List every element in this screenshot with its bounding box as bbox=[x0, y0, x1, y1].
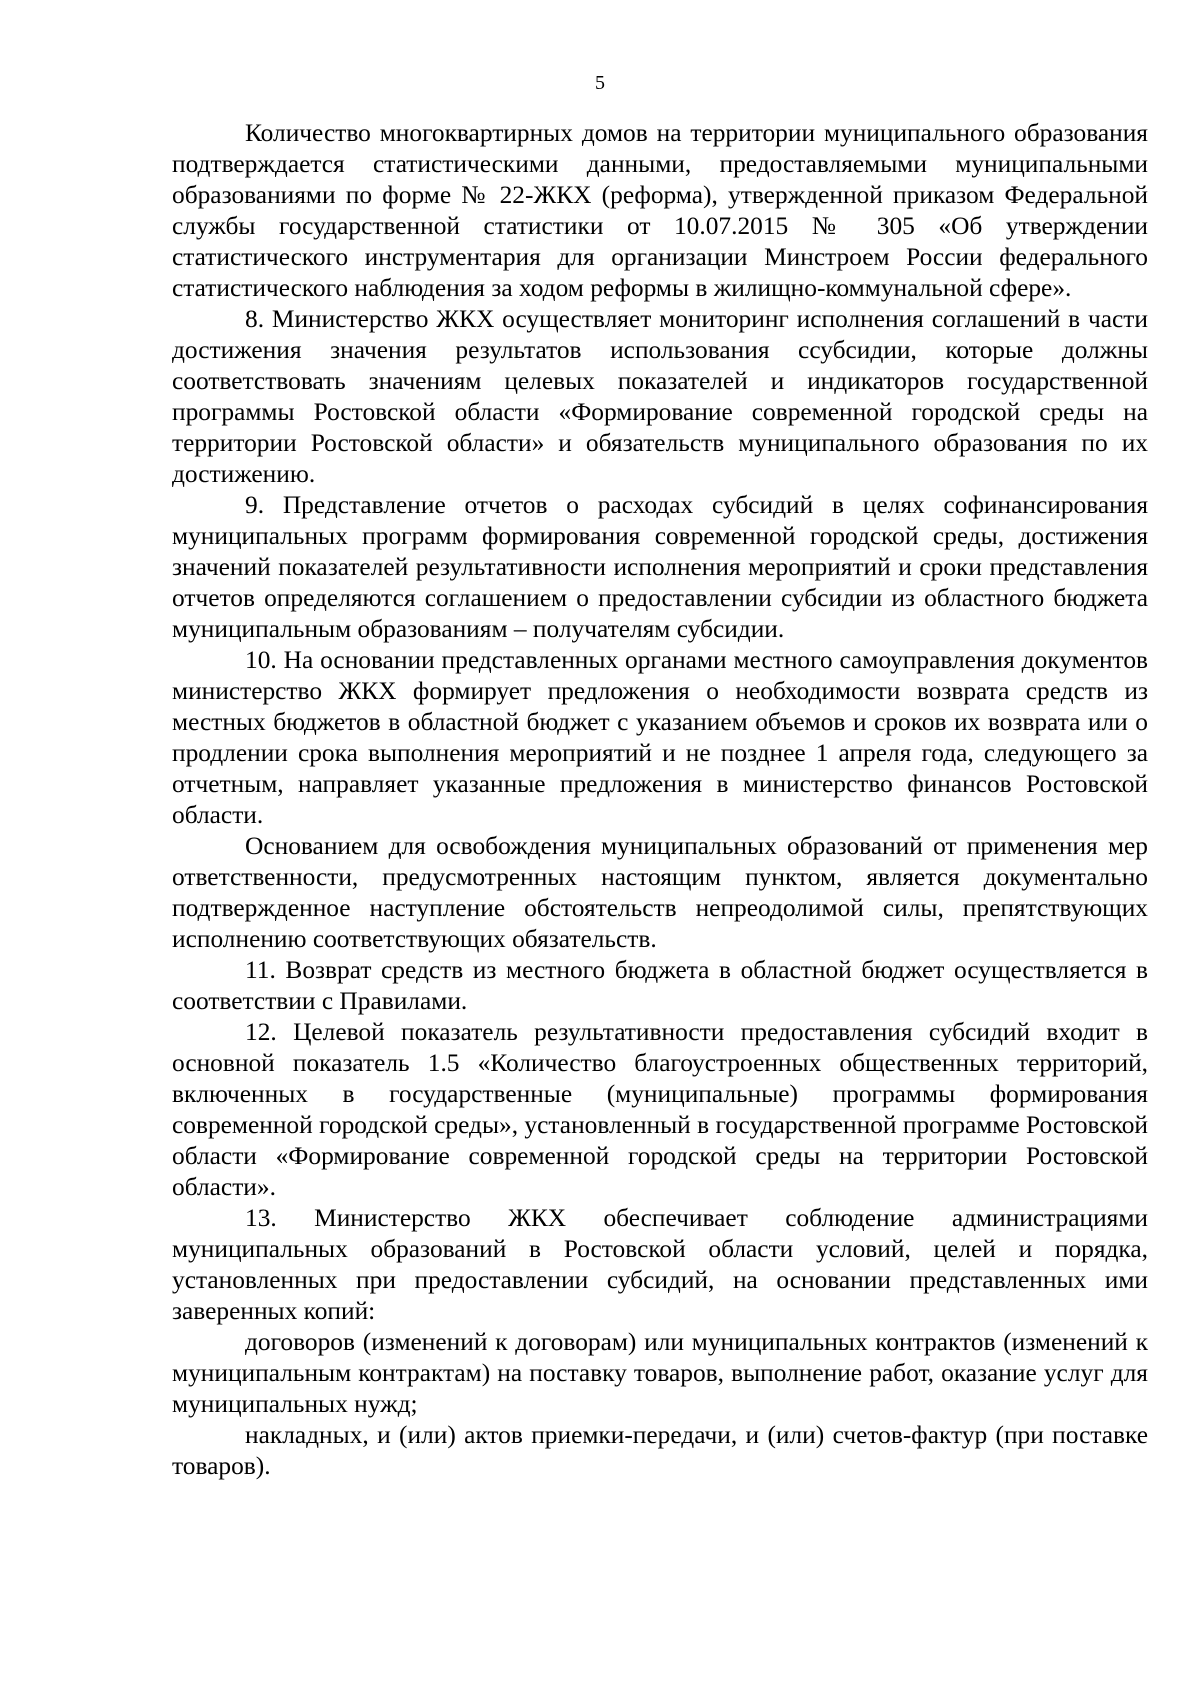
paragraph-item-8: 8. Министерство ЖКХ осуществляет мониторинг исполнения соглашений в части достижения значения результатов использования ссубсидии, которые должны соответствовать значениям целевых показателей и индикаторов государственной программы Ростовской области «Формирование современной городской среды на территории Ростовской области» и обязательств муниципального образования по их достижению. bbox=[172, 305, 1148, 488]
page-number: 5 bbox=[595, 72, 605, 94]
paragraph-item-10: 10. На основании представленных органами местного самоуправления документов министерство ЖКХ формирует предложения о необходимости возврата средств из местных бюджетов в областной бюджет с указанием объемов и сроков их возврата или о продлении срока выполнения мероприятий и не позднее 1 апреля года, следующего за отчетным, направляет указанные предложения в министерство финансов Ростовской области. bbox=[172, 646, 1148, 829]
paragraph-force-majeure: Основанием для освобождения муниципальных образований от применения мер ответственности, предусмотренных настоящим пунктом, является документально подтвержденное наступление обстоятельств непреодолимой силы, препятствующих исполнению соответствующих обязательств. bbox=[172, 832, 1148, 953]
paragraph-item-12: 12. Целевой показатель результативности предоставления субсидий входит в основной показатель 1.5 «Количество благоустроенных общественных территорий, включенных в государственные (муниципальные) программы формирования современной городской среды», установленный в государственной программе Ростовской области «Формирование современной городской среды на территории Ростовской области». bbox=[172, 1018, 1148, 1201]
paragraph-item-13: 13. Министерство ЖКХ обеспечивает соблюдение администрациями муниципальных образований в Ростовской области условий, целей и порядка, установленных при предоставлении субсидий, на основании представленных ими заверенных копий: bbox=[172, 1204, 1148, 1325]
paragraph-item-9: 9. Представление отчетов о расходах субсидий в целях софинансирования муниципальных программ формирования современной городской среды, достижения значений показателей результативности исполнения мероприятий и сроки представления отчетов определяются соглашением о предоставлении субсидии из областного бюджета муниципальным образованиям – получателям субсидии. bbox=[172, 491, 1148, 643]
paragraph-contracts: договоров (изменений к договорам) или муниципальных контрактов (изменений к муниципальным контрактам) на поставку товаров, выполнение работ, оказание услуг для муниципальных нужд; bbox=[172, 1328, 1148, 1418]
document-body bbox=[172, 118, 1148, 1482]
paragraph-invoices: накладных, и (или) актов приемки-передачи, и (или) счетов-фактур (при поставке товаров). bbox=[172, 1421, 1148, 1480]
paragraph-apartment-count: Количество многоквартирных домов на территории муниципального образования подтверждается статистическими данными, предоставляемыми муниципальными образованиями по форме № 22-ЖКХ (реформа), утвержденной приказом Федеральной службы государственной статистики от 10.07.2015 № 305 «Об утверждении статистического инструментария для организации Минстроем России федерального статистического наблюдения за ходом реформы в жилищно-коммунальной сфере». bbox=[172, 119, 1148, 302]
paragraph-item-11: 11. Возврат средств из местного бюджета в областной бюджет осуществляется в соответствии с Правилами. bbox=[172, 956, 1148, 1015]
